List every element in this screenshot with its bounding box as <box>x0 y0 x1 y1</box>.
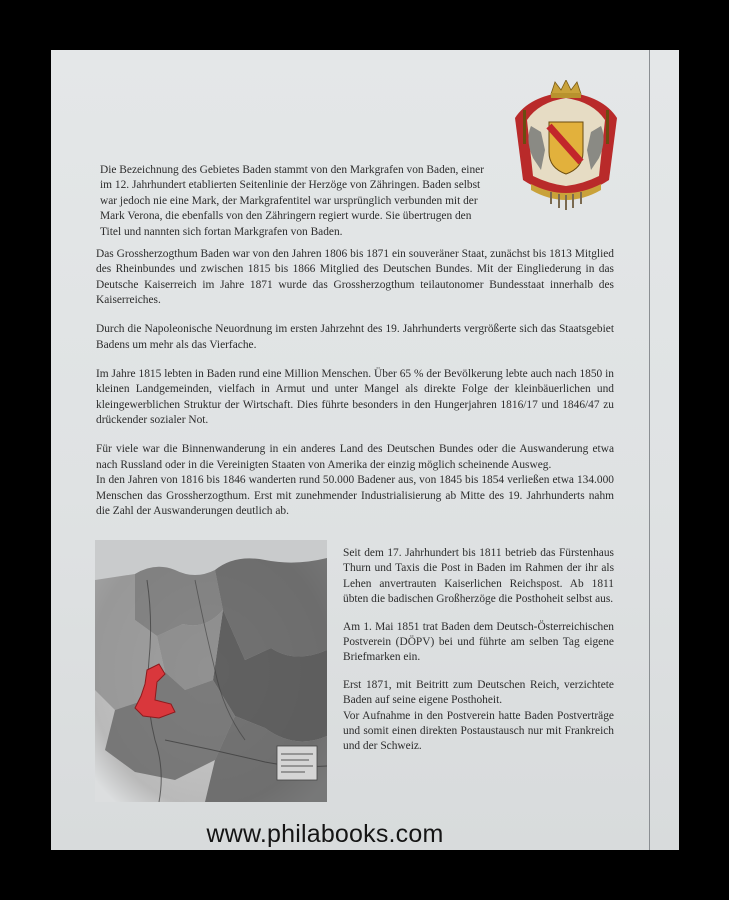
paragraph-emigration-numbers: In den Jahren von 1816 bis 1846 wanderten rund 50.000 Badener aus, von 1845 bis 1854 verließen etwa 134.000 Menschen das Grossherzogthum. Erst mit zunehmender Industrialisierung ab Mitte des 19. Jahrhunderts nahm die Zahl der Auswanderungen deutlich ab. <box>96 474 614 518</box>
intro-line: war jedoch nie eine Mark, der Markgrafentitel war ursprünglich verbunden mit der <box>100 194 478 207</box>
main-text <box>96 247 614 533</box>
paragraph-1871: Erst 1871, mit Beitritt zum Deutschen Reich, verzichtete Baden auf seine eigene Posthoheit. <box>343 678 614 707</box>
album-page <box>51 50 679 850</box>
paragraph-dopv: Am 1. Mai 1851 trat Baden dem Deutsch-Österreichischen Postverein (DÖPV) bei und führte am selben Tag eigene Briefmarken ein. <box>343 620 614 664</box>
intro-line: im 12. Jahrhundert etablierten Seitenlinie der Herzöge von Zähringen. Baden selbst <box>100 179 481 192</box>
paragraph-thurn-und-taxis: Seit dem 17. Jahrhundert bis 1811 betrieb das Fürstenhaus Thurn und Taxis die Post in Baden im Rahmen der ihr als Lehen anvertrauten Kaiserlichen Reichspost. Ab 1811 übten die badischen Großherzöge die Posthoheit selbst aus. <box>343 547 614 606</box>
paragraph-population: Im Jahre 1815 lebten in Baden rund eine Million Menschen. Über 65 % der Bevölkerung lebte auch nach 1850 in kleinen Landgemeinden, vielfach in Armut und unter Mangel als direkte Folge der kleinbäuerlichen und kleingewerblichen Struktur der Wirtschaft. Dies führte besonders in den Hungerjahren 1816/17 und 1846/47 zu drückender sozialer Not. <box>96 368 614 427</box>
historical-map-baden-highlighted-icon <box>95 540 327 802</box>
intro-line: Titel und nannten sich fortan Markgrafen von Baden. <box>100 225 343 238</box>
paragraph-grand-duchy: Das Grossherzogthum Baden war von den Jahren 1806 bis 1871 ein souveräner Staat, zunächst bis 1813 Mitglied des Rheinbundes und zwischen 1815 bis 1866 Mitglied des Deutschen Bundes. Mit der Eingliederung in das Deutsche Kaiserreich im Jahre 1871 wurde das Grossherzogthum teilautonomer Bundesstaat innerhalb des Kaiserreiches. <box>96 248 614 307</box>
intro-line: Die Bezeichnung des Gebietes Baden stammt von den Markgrafen von Baden, einer <box>100 164 484 176</box>
page-border-line <box>649 50 650 850</box>
intro-line: Mark Verona, die ebenfalls von den Zähringern regiert wurde. Sie übertrugen den <box>100 210 472 223</box>
paragraph-postal-treaties: Vor Aufnahme in den Postverein hatte Baden Postverträge und somit einen direkten Postaustausch nur mit Frankreich und der Schweiz. <box>343 709 614 753</box>
intro-paragraph <box>100 163 530 240</box>
paragraph-migration: Für viele war die Binnenwanderung in ein anderes Land des Deutschen Bundes oder die Auswanderung etwa nach Russland oder in die Vereinigten Staaten von Amerika der einzig möglich scheinende Ausweg. <box>96 443 614 471</box>
paragraph-napoleonic: Durch die Napoleonische Neuordnung im ersten Jahrzehnt des 19. Jahrhunderts vergrößerte sich das Staatsgebiet Badens um mehr als das Vierfache. <box>96 323 614 351</box>
postal-history-text <box>343 546 614 767</box>
watermark-url: www.philabooks.com <box>206 820 444 848</box>
